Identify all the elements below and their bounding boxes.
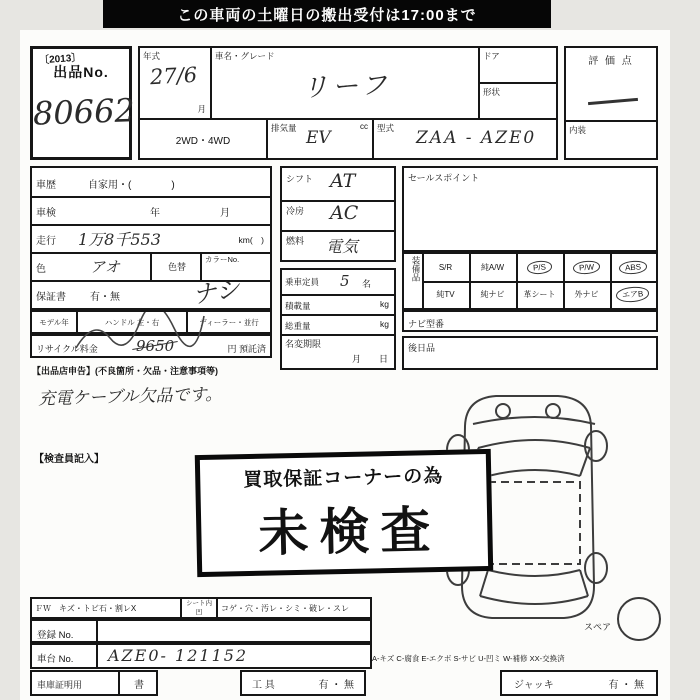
recycle-fee-unit: 円 預託済	[227, 344, 266, 354]
fuel-value: 電気	[326, 237, 359, 256]
displacement-cell	[268, 120, 374, 158]
navi-model-label: ナビ型番	[408, 319, 445, 329]
weight-unit: kg	[380, 319, 389, 329]
lot-number-label: 出品No.	[53, 64, 109, 80]
shift-row	[282, 168, 394, 202]
recycle-fee-value: 9650	[136, 337, 175, 355]
history-label: 車歴	[36, 180, 56, 191]
load-label: 積載量	[285, 301, 311, 311]
rename-deadline-label: 名変期限	[285, 339, 322, 349]
lot-number-box	[30, 46, 136, 160]
evaluation-score-value	[588, 98, 638, 105]
year-value: 27/6	[149, 62, 198, 90]
door-label: ドア	[483, 51, 500, 61]
dealer-label: ディーラー・並行	[199, 318, 259, 327]
jack-box	[500, 670, 658, 696]
capacity-row	[282, 270, 394, 296]
load-unit: kg	[380, 299, 389, 309]
inspection-expiry-row	[32, 196, 270, 226]
fuel-label: 燃料	[286, 236, 305, 246]
equipment-label: 装備品	[411, 256, 421, 282]
interior-damage-cell: コゲ・穴・汚レ・シミ・破レ・スレ	[221, 604, 349, 613]
rename-deadline-units: 月 日	[351, 354, 388, 364]
handle-label: ハンドル 左・右	[104, 318, 160, 327]
garage-certificate-box	[30, 670, 158, 696]
equip-external-navi: 外ナビ	[563, 281, 612, 308]
vehicle-header-box	[138, 46, 558, 160]
damage-code-legend: A-キズ C-腐食 E-エクボ S-サビ U-凹ミ W-補修 XX-交換済	[372, 654, 565, 663]
chassis-number-row	[30, 643, 372, 669]
chassis-number-cell	[32, 645, 98, 667]
recycle-fee-label: リサイクル料金	[36, 344, 98, 354]
equip-power-steering: P/S	[516, 254, 565, 283]
mileage-label: 走行	[36, 236, 56, 247]
history-value: 自家用・( )	[88, 180, 175, 191]
model-year-label: モデル年	[39, 318, 69, 327]
spare-tire-circle	[617, 597, 661, 641]
registration-number-cell	[32, 621, 98, 641]
stamp-reason-text: 買取保証コーナーの為	[243, 465, 444, 491]
year-unit: 月	[197, 104, 206, 114]
capacity-label: 乗車定員	[285, 277, 320, 287]
capacity-box	[280, 268, 396, 370]
equipment-label-cell	[404, 254, 424, 308]
era-stamp: 〔2013〕	[38, 52, 82, 67]
car-name-cell	[212, 48, 480, 120]
seat-damage-cell: シート内 凹	[182, 599, 218, 617]
warranty-label: 保証書	[36, 292, 66, 303]
tools-box	[240, 670, 366, 696]
color-value: アオ	[90, 258, 120, 276]
load-row	[282, 294, 394, 316]
chassis-number-value: AZE0- 121152	[108, 646, 249, 665]
uninspected-stamp	[195, 449, 493, 577]
inspector-section-label: 【検査員記入】	[34, 454, 104, 465]
weight-row	[282, 314, 394, 336]
warranty-row	[32, 274, 270, 310]
color-label: 色	[36, 264, 46, 275]
evaluation-score-label: 評 価 点	[588, 56, 634, 67]
shape-cell	[480, 84, 556, 120]
mileage-value: 1万8千553	[78, 230, 161, 249]
drive-type-cell	[140, 120, 268, 158]
warranty-options: 有・無	[90, 292, 120, 303]
year-label: 年式	[143, 51, 161, 61]
evaluation-score-box	[564, 46, 658, 160]
tools-options: 有 ・ 無	[318, 679, 354, 691]
spare-tire-label: スペア	[584, 622, 612, 632]
capacity-value: 5	[340, 272, 350, 290]
equipment-box	[402, 252, 658, 310]
model-code-label: 型式	[377, 123, 395, 133]
dealer-cell	[188, 312, 270, 332]
garage-certificate-cell: 書	[118, 672, 158, 694]
sales-point-label: セールスポイント	[408, 173, 480, 183]
shift-value: AT	[330, 170, 356, 192]
mileage-row	[32, 224, 270, 254]
equip-tv: 純TV	[422, 281, 471, 308]
equip-power-windows: P/W	[563, 254, 612, 283]
model-year-cell	[32, 312, 78, 332]
equip-abs: ABS	[610, 254, 656, 283]
equip-alloy-wheels: 純A/W	[469, 254, 518, 283]
displacement-label: 排気量	[271, 123, 297, 133]
fw-damage-cell: ＦＷ キズ・トビ石・割レX	[32, 599, 182, 617]
ac-row	[282, 200, 394, 232]
drivetrain-box	[280, 166, 396, 262]
shaken-month-unit: 月	[220, 208, 230, 219]
later-items-label: 後日品	[408, 343, 436, 353]
stamp-uninspected-text: 未検査	[257, 501, 442, 562]
capacity-unit: 名	[362, 279, 372, 289]
equip-sunroof: S/R	[422, 254, 471, 283]
model-code-value: ZAA - AZE0	[416, 128, 537, 148]
shaken-label: 車検	[36, 208, 56, 219]
equip-leather-seat: 革シート	[516, 281, 565, 308]
model-year-row	[30, 310, 272, 334]
fw-damage-row	[30, 597, 372, 619]
car-name-value: リーフ	[301, 70, 392, 104]
chassis-number-label: 車台 No.	[37, 654, 74, 665]
recycle-fee-row	[30, 334, 272, 358]
handle-cell	[78, 312, 188, 332]
shape-label: 形状	[483, 87, 501, 97]
shaken-year-unit: 年	[150, 208, 160, 219]
color-no-label: カラーNo.	[205, 255, 240, 264]
sales-point-box	[402, 166, 658, 252]
drive-type-label: 2WD・4WD	[175, 136, 231, 147]
lot-number-value: 80662	[32, 91, 136, 133]
history-row	[32, 168, 270, 198]
model-code-cell	[374, 120, 556, 158]
seller-notes-header: 【出品店申告】(不良箇所・欠品・注意事項等)	[32, 366, 218, 376]
displacement-unit: cc	[360, 122, 368, 131]
notice-banner	[103, 0, 551, 28]
displacement-value: EV	[306, 128, 331, 148]
ac-value: AC	[330, 202, 359, 224]
navi-model-row	[402, 310, 658, 332]
notice-banner-text: この車両の土曜日の搬出受付は17:00まで	[177, 6, 477, 24]
equip-airbag: エアB	[610, 281, 656, 308]
registration-number-row	[30, 619, 372, 643]
equip-navi: 純ナビ	[469, 281, 518, 308]
weight-label: 総重量	[285, 321, 311, 331]
rename-deadline-row	[282, 334, 394, 368]
interior-cell	[566, 120, 656, 158]
garage-certificate-label: 車庫証明用	[37, 680, 83, 690]
tools-label: 工 具	[252, 679, 275, 691]
door-cell	[480, 48, 556, 84]
shift-label: シフト	[286, 174, 314, 184]
vehicle-info-box	[30, 166, 272, 310]
interior-label: 内装	[569, 125, 587, 135]
fuel-row	[282, 230, 394, 260]
year-cell	[140, 48, 212, 120]
car-name-label: 車名・グレード	[215, 51, 275, 61]
jack-label: ジャッキ	[514, 679, 554, 691]
warranty-value: ナシ	[190, 274, 242, 310]
mileage-unit: km( )	[238, 235, 264, 245]
color-change-label: 色替	[167, 262, 186, 272]
later-items-box	[402, 336, 658, 370]
ac-label: 冷房	[286, 206, 305, 216]
registration-number-label: 登録 No.	[37, 630, 74, 641]
seller-notes-value: 充電ケーブル欠品です。	[37, 384, 223, 410]
jack-options: 有 ・ 無	[608, 679, 644, 691]
